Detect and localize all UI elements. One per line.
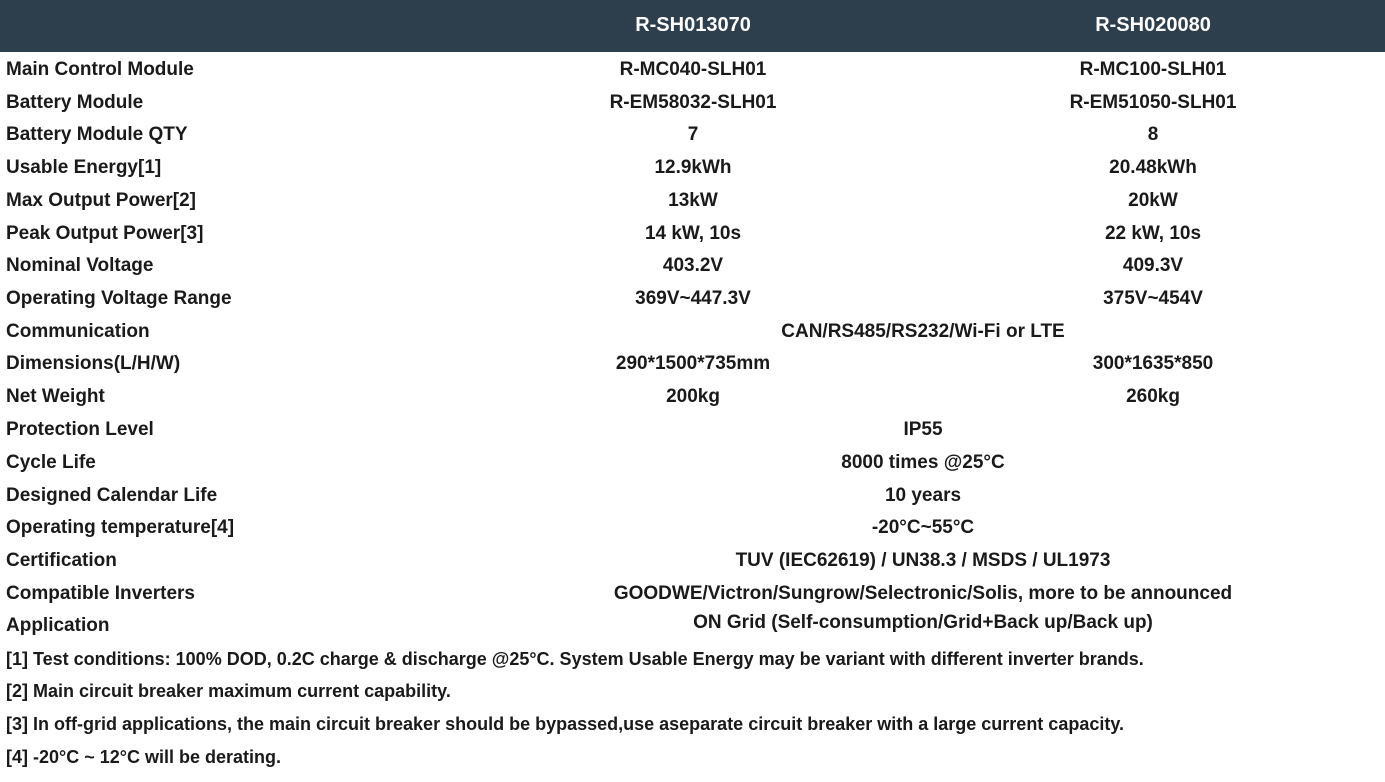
model-2-value: 20.48kWh: [1109, 157, 1197, 178]
table-row: [0, 53, 1385, 86]
model-1-value: 290*1500*735mm: [615, 353, 771, 374]
row-label: Protection Level: [6, 419, 154, 440]
row-label: Designed Calendar Life: [6, 485, 218, 506]
shared-value: TUV (IEC62619) / UN38.3 / MSDS / UL1973: [735, 550, 1111, 571]
table-row: [0, 413, 1385, 446]
row-label: Operating Voltage Range: [6, 288, 232, 309]
row-label: Usable Energy[1]: [6, 157, 162, 178]
table-row: [0, 446, 1385, 479]
model-1-value: R-EM58032-SLH01: [609, 92, 777, 113]
model-2-value: 260kg: [1126, 386, 1180, 407]
model-2-value: 22 kW, 10s: [1104, 223, 1202, 244]
table-row: [0, 609, 1385, 642]
table-header: [0, 0, 1385, 52]
model-2-value: 409.3V: [1122, 255, 1184, 276]
shared-value: 10 years: [884, 485, 962, 506]
row-label: Dimensions(L/H/W): [6, 353, 181, 374]
table-row: [0, 315, 1385, 348]
model-2-value: 8: [1147, 124, 1159, 145]
model-1-header: R-SH013070: [635, 14, 751, 36]
table-row: [0, 282, 1385, 315]
row-label: Compatible Inverters: [6, 583, 195, 604]
footnote-2: [2] Main circuit breaker maximum current capability.: [6, 681, 451, 701]
model-1-value: 12.9kWh: [654, 157, 732, 178]
row-label: Max Output Power[2]: [6, 190, 197, 211]
row-label: Battery Module QTY: [6, 124, 188, 145]
shared-value: CAN/RS485/RS232/Wi-Fi or LTE: [781, 321, 1065, 342]
row-label: Application: [6, 615, 110, 636]
model-2-value: R-EM51050-SLH01: [1069, 92, 1237, 113]
model-1-value: 403.2V: [662, 255, 724, 276]
row-label: Main Control Module: [6, 59, 194, 80]
row-label: Battery Module: [6, 92, 144, 113]
table-row: [0, 249, 1385, 282]
model-1-value: 13kW: [668, 190, 718, 211]
table-row: [0, 184, 1385, 217]
model-1-value: 200kg: [666, 386, 720, 407]
model-2-value: 375V~454V: [1103, 288, 1203, 309]
table-row: [0, 511, 1385, 544]
model-1-value: 14 kW, 10s: [644, 223, 742, 244]
table-row: [0, 86, 1385, 119]
model-2-value: 300*1635*850: [1092, 353, 1214, 374]
shared-value: GOODWE/Victron/Sungrow/Selectronic/Solis, more to be announced: [613, 583, 1233, 604]
row-label: Communication: [6, 321, 150, 342]
shared-value: 8000 times @25°C: [841, 452, 1005, 473]
shared-value: IP55: [903, 419, 943, 440]
table-row: [0, 151, 1385, 184]
model-1-value: 369V~447.3V: [635, 288, 751, 309]
row-label: Net Weight: [6, 386, 105, 407]
row-label: Cycle Life: [6, 452, 96, 473]
model-1-value: R-MC040-SLH01: [619, 59, 767, 80]
shared-value: -20°C~55°C: [871, 517, 975, 538]
model-2-header: R-SH020080: [1095, 14, 1211, 36]
table-row: [0, 217, 1385, 250]
footnote-1: [1] Test conditions: 100% DOD, 0.2C charge & discharge @25°C. System Usable Energy may be variant with different inverter brands.: [6, 649, 1144, 669]
model-1-value: 7: [687, 124, 699, 145]
table-row: [0, 118, 1385, 151]
table-row: [0, 479, 1385, 512]
row-label: Certification: [6, 550, 117, 571]
row-label: Operating temperature[4]: [6, 517, 235, 538]
footnote-3: [3] In off-grid applications, the main circuit breaker should be bypassed,use aseparate circuit breaker with a large current capacity.: [6, 714, 1125, 734]
row-label: Peak Output Power[3]: [6, 223, 204, 244]
model-2-value: R-MC100-SLH01: [1079, 59, 1227, 80]
shared-value: ON Grid (Self-consumption/Grid+Back up/Back up): [693, 612, 1153, 633]
table-row: [0, 347, 1385, 380]
row-label: Nominal Voltage: [6, 255, 154, 276]
model-2-value: 20kW: [1128, 190, 1178, 211]
table-row: [0, 544, 1385, 577]
table-row: [0, 380, 1385, 413]
footnote-4: [4] -20°C ~ 12°C will be derating.: [6, 747, 281, 767]
